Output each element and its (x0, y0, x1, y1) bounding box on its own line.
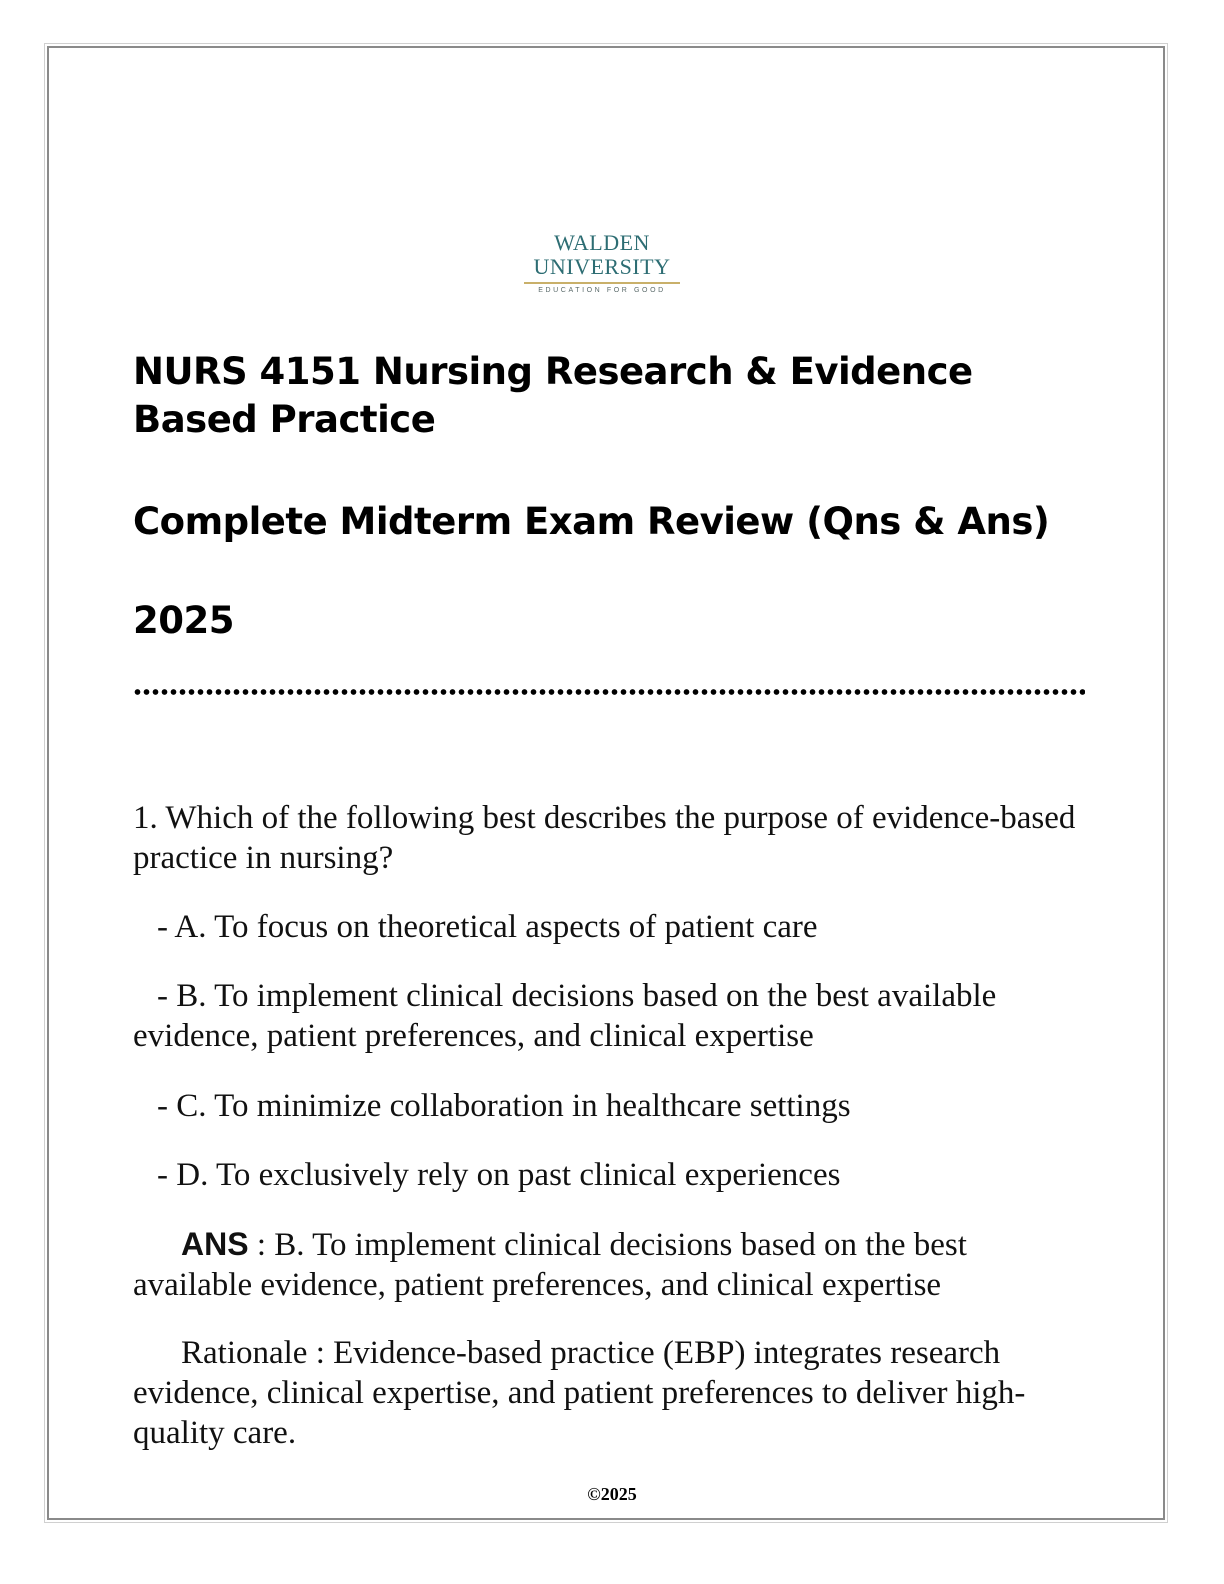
question-text: 1. Which of the following best describes the purpose of evidence-based practice in nursing? (133, 800, 1076, 876)
document-year: 2025 (133, 599, 234, 642)
logo-tagline: EDUCATION FOR GOOD (538, 287, 666, 294)
logo-line-walden: WALDEN (554, 230, 650, 255)
answer-label: ANS (181, 1226, 249, 1262)
document-title: NURS 4151 Nursing Research & Evidence Based Practice (133, 350, 973, 441)
option-b: - B. To implement clinical decisions based on the best available evidence, patient preferences, and clinical expertise (133, 978, 997, 1054)
footer-copyright: ©2025 (587, 1484, 637, 1504)
option-c: - C. To minimize collaboration in healthcare settings (157, 1088, 851, 1124)
option-a: - A. To focus on theoretical aspects of patient care (157, 909, 818, 945)
logo-rule (524, 282, 680, 284)
document-subtitle: Complete Midterm Exam Review (Qns & Ans) (133, 500, 1050, 543)
dotted-divider (133, 688, 1085, 696)
logo-line-university: UNIVERSITY (533, 254, 671, 279)
option-d: - D. To exclusively rely on past clinical experiences (157, 1157, 841, 1193)
walden-university-logo (522, 232, 682, 294)
answer-text: : B. To implement clinical decisions based on the best available evidence, patient preferences, and clinical expertise (133, 1227, 967, 1303)
answer (133, 1224, 1083, 1305)
rationale: Rationale : Evidence-based practice (EBP) integrates research evidence, clinical expertise, and patient preferences to deliver high-quality care. (133, 1335, 1026, 1451)
